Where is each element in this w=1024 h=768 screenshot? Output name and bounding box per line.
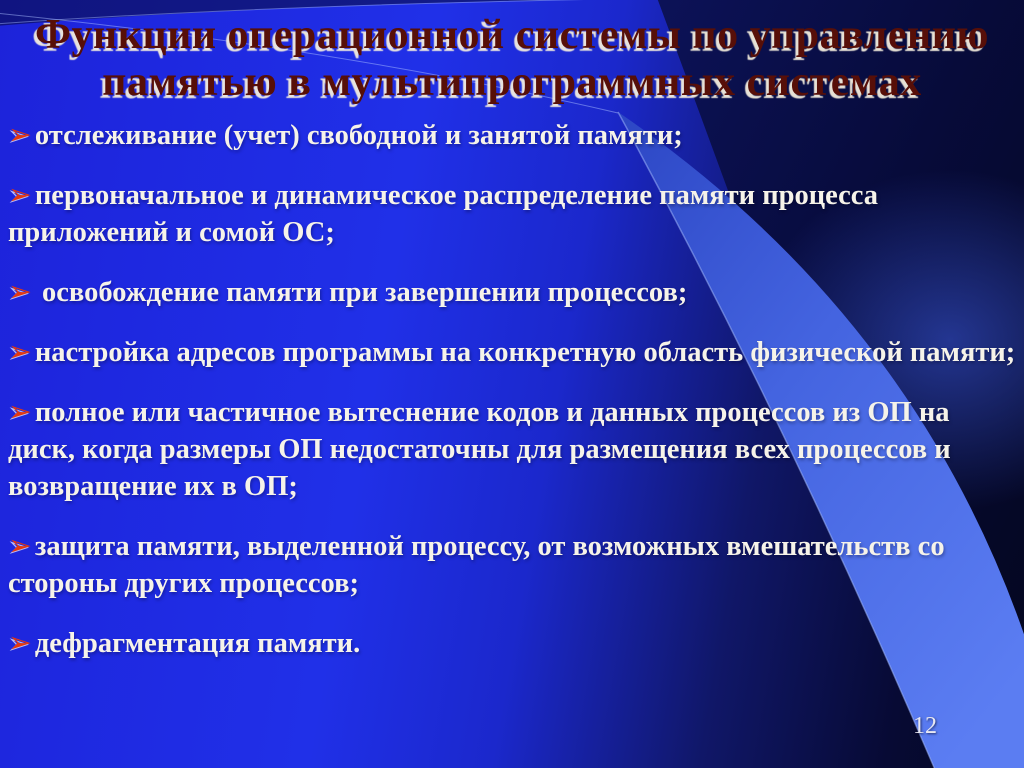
arrow-bullet-icon: ➢	[8, 275, 32, 308]
bullet-item	[8, 176, 1018, 251]
bullet-item	[8, 393, 1018, 505]
bullet-text: дефрагментация памяти.	[34, 628, 361, 659]
page-number: 12	[913, 713, 937, 739]
arrow-bullet-icon: ➢	[8, 395, 32, 428]
arrow-bullet-icon: ➢	[8, 626, 32, 659]
bullet-text: защита памяти, выделенной процессу, от возможных вмешательств со стороны других процессов;	[8, 531, 952, 599]
bullet-text: освобождение памяти при завершении процессов;	[34, 277, 688, 308]
bullet-list	[8, 116, 1018, 684]
arrow-bullet-icon: ➢	[8, 335, 32, 368]
bullet-text: настройка адресов программы на конкретную область физической памяти;	[34, 337, 1016, 368]
bullet-item	[8, 527, 1018, 602]
bullet-text: полное или частичное вытеснение кодов и данных процессов из ОП на диск, когда размеры ОП недостаточны для размещения всех процессов и возвращение их в ОП;	[8, 397, 958, 502]
arrow-bullet-icon: ➢	[8, 178, 32, 211]
arrow-bullet-icon: ➢	[8, 529, 32, 562]
title-line-2: памятью в мультипрограммных системах	[102, 59, 922, 105]
bullet-text: отслеживание (учет) свободной и занятой памяти;	[34, 120, 683, 151]
arrow-bullet-icon: ➢	[8, 118, 32, 151]
title-line-1: Функции операционной системы по управлению	[34, 12, 989, 58]
bullet-item	[8, 333, 1018, 371]
bullet-item	[8, 273, 1018, 311]
slide-title	[0, 12, 1024, 106]
bullet-text: первоначальное и динамическое распределение памяти процесса приложений и сомой ОС;	[8, 180, 886, 248]
bullet-item	[8, 624, 1018, 662]
bullet-item	[8, 116, 1018, 154]
